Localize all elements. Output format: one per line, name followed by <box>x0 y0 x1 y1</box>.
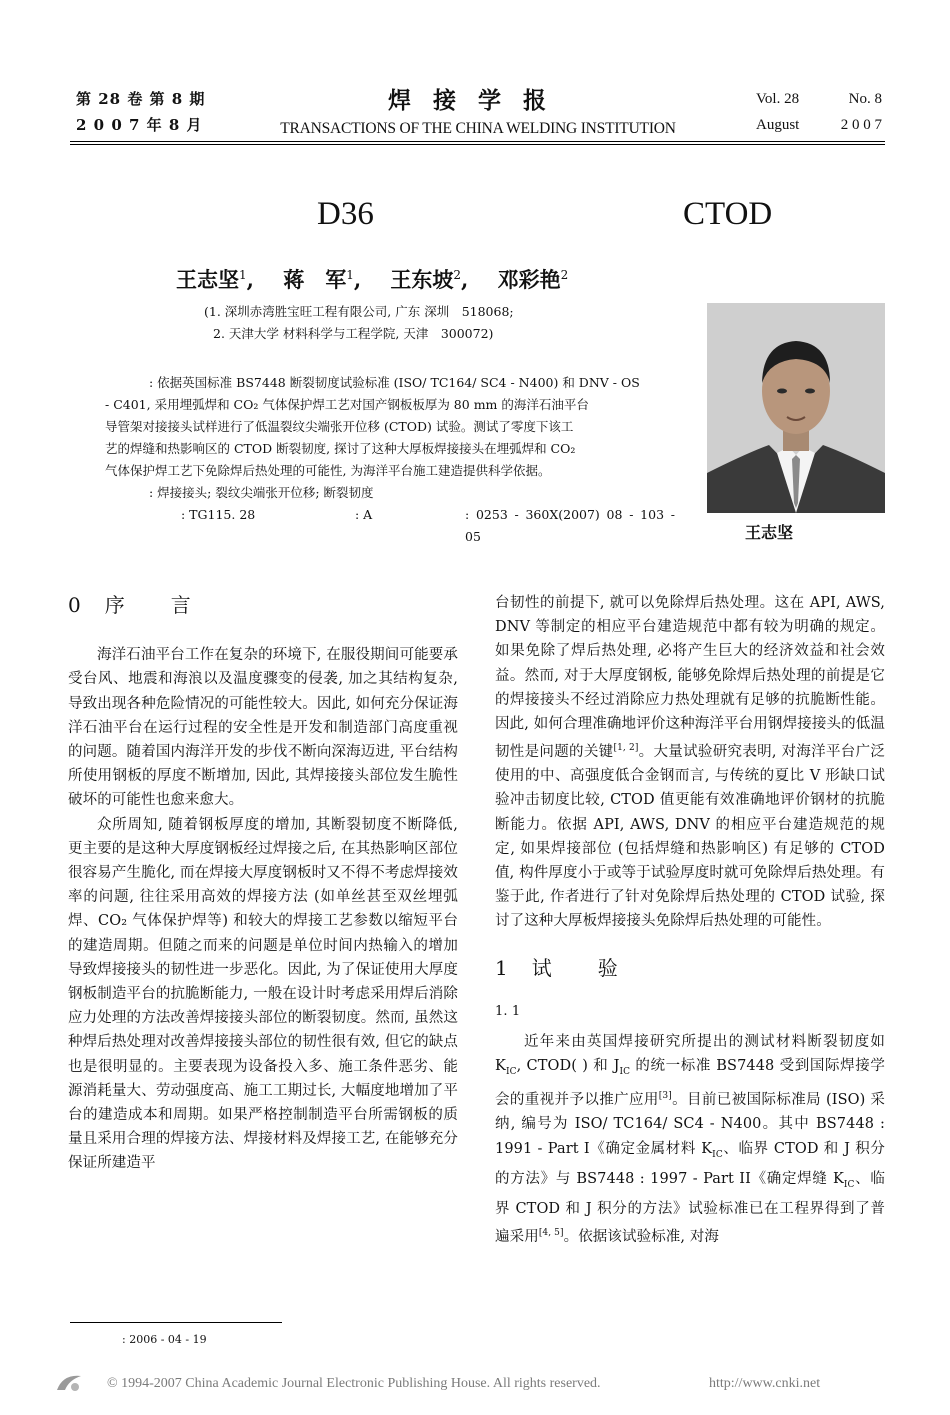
cnki-logo-icon <box>55 1372 83 1394</box>
document-code: : A <box>355 507 373 522</box>
abstract-line: 气体保护焊工艺下免除焊后热处理的可能性, 为海洋平台施工建造提供科学依据。 <box>105 463 551 478</box>
author-name: 王东坡 <box>390 267 454 292</box>
paragraph: 众所周知, 随着钢板厚度的增加, 其断裂韧度不断降低, 更主要的是这种大厚度钢板经过焊接之后, 在其热影响区部位很容易产生脆化, 而在焊接大厚度钢板时又不得不考虑焊接效率的问题, 往往采用高效的焊接方法 (如单丝甚至双丝埋弧焊、CO₂ 气体保护焊等) 和较大的焊接工艺参数以缩短平台的建造周期。但随之而来的问题是单位时间内热输入的增加导致焊接接头的韧性进一步恶化。因此, 为了保证使用大厚度钢板制造平台的抗脆断能力, 一般在设计时考虑采用焊后消除应力处理的方法改善焊接接头部位的断裂韧度。然而, 虽然这种焊后热处理对改善焊接接头部位的韧性很有效, 但它的缺点也是很明显的。主要表现为设备投入多、施工条件恶劣、能源消耗量大、劳动强度高、施工工期过长, 大幅度地增加了平台的建造成本和周期。如果严格控制制造平台所需钢板的质量且采用合理的焊接方法、焊接材料及焊接工艺, 在能够充分保证所建造平 <box>68 816 458 1172</box>
footer-url[interactable]: http://www.cnki.net <box>709 1376 821 1391</box>
title-part-a: D36 <box>317 196 374 232</box>
journal-issue-info <box>76 86 205 138</box>
subscript: IC <box>619 1067 631 1078</box>
received-date-footnote: : 2006 - 04 - 19 <box>122 1333 207 1346</box>
author-portrait-image <box>707 303 885 513</box>
paragraph-text: 。目前已被国际标准局 (ISO) 采纳, 编号为 ISO/ TC164/ SC4 - N400。其中 BS7448 : 1991 - Part I《确定金属材料 K <box>495 1092 885 1157</box>
abstract-line: 导管架对接接头试样进行了低温裂纹尖端张开位移 (CTOD) 试验。测试了零度下该工 <box>105 419 574 434</box>
journal-issue-info-en <box>756 86 882 138</box>
classification-row <box>105 504 675 544</box>
subscript: IC <box>712 1149 723 1160</box>
abstract-line: - C401, 采用埋弧焊和 CO₂ 气体保护焊工艺对国产钢板板厚为 80 mm 的海洋石油平台 <box>105 397 589 412</box>
volume-issue-cn: 第 28 卷 第 8 期 <box>76 90 206 108</box>
paragraph-text: 台韧性的前提下, 就可以免除焊后热处理。这在 API, AWS, DNV 等制定的相应平台建造规范中都有较为明确的规定。如果免除了焊后热处理, 必将产生巨大的经济效益和社会效益。然而, 对于大厚度钢板, 能够免除焊后热处理的前提是它的焊接接头不经过消除应力热处理就有足够的抗脆断性能。因此, 如何合理准确地评价这种海洋平台用钢焊接接头的低温韧性是问题的关键 <box>495 595 885 761</box>
paragraph-text: 。大量试验研究表明, 对海洋平台广泛使用的中、高强度低合金钢而言, 与传统的夏比 V 形缺口试验冲击韧度比较, CTOD 值更能有效准确地评价钢材的抗脆断能力。依据 API, AWS, DNV 的相应平台建造规范的规定, 如果焊接部位 (包括焊缝和热影响区) 有足够的 CTOD 值, 构件厚度小于或等于试验厚度时就可免除焊后热处理。有鉴于此, 作者进行了针对免除焊后热处理的 CTOD 试验, 探讨了这种大厚板焊接接头免除焊后热处理的可能性。 <box>495 744 885 930</box>
author-affil-mark: 2 <box>453 268 462 282</box>
author-affil-mark: 2 <box>560 268 569 282</box>
abstract <box>105 372 675 544</box>
photo-caption: 王志坚 <box>745 523 794 542</box>
right-column <box>495 591 885 1249</box>
date-cn: 2 0 0 7 年 8 月 <box>76 116 203 134</box>
paragraph-text: 、临界 CTOD 和 J 积分的方法》试验标准已在工程界得到了普遍采用 <box>495 1170 885 1245</box>
article-id: : 0253 - 360X(2007) 08 - 103 - 05 <box>465 507 675 544</box>
subsection-heading: 1. 1 <box>495 1003 521 1019</box>
citation: [1, 2] <box>613 743 639 754</box>
section-heading: 1 试 验 <box>495 955 620 980</box>
author-photo <box>707 303 885 513</box>
year-en: 2 0 0 7 <box>840 117 882 133</box>
paragraph-text: , CTOD( ) 和 J <box>516 1058 620 1075</box>
section-heading: 0 序 言 <box>68 593 193 617</box>
volume-en: Vol. 28 <box>756 91 800 107</box>
paragraph-text: 。依据该试验标准, 对海 <box>563 1228 720 1245</box>
paragraph-text: 、临界 CTOD 和 J 积分的方法》与 BS7448 : 1997 - Part II《确定焊缝 K <box>495 1140 885 1187</box>
paragraph <box>495 591 885 934</box>
author-affil-mark: 1 <box>346 268 354 282</box>
author-name: 邓彩艳 <box>497 267 561 292</box>
author-name: 王志坚 <box>176 267 239 292</box>
journal-title-block <box>240 82 716 138</box>
journal-title-en: TRANSACTIONS OF THE CHINA WELDING INSTITUTION <box>280 120 676 137</box>
abstract-line: : 依据英国标准 BS7448 断裂韧度试验标准 (ISO/ TC164/ SC4 - N400) 和 DNV - OS <box>149 375 640 390</box>
subscript: IC <box>505 1067 517 1078</box>
paragraph <box>495 1030 885 1249</box>
paragraph: 海洋石油平台工作在复杂的环境下, 在服役期间可能要承受台风、地震和海浪以及温度骤变的侵袭, 加之其结构复杂, 导致出现各种危险情况的可能性较大。因此, 如何充分保证海洋石油平台在运行过程的安全性是开发和制造部门高度重视的问题。随着国内海洋开发的步伐不断向深海迈进, 平台结构所使用钢板的厚度不断增加, 因此, 其焊接接头部位发生脆性破坏的可能性也愈来愈大。 <box>68 647 458 809</box>
paragraph-text: 近年来由英国焊接研究所提出的测试材料断裂韧度如 K <box>495 1034 885 1075</box>
author-affil-mark: 1 <box>239 268 247 282</box>
citation: [3] <box>658 1091 672 1102</box>
header-rule-top <box>70 141 885 142</box>
header-rule-bottom <box>70 144 885 145</box>
subscript: IC <box>843 1179 855 1190</box>
left-column <box>68 593 458 1176</box>
affiliation-line: 2. 天津大学 材料科学与工程学院, 天津 300072) <box>213 326 494 341</box>
title-part-b: CTOD <box>683 196 773 232</box>
footnote-rule <box>70 1322 282 1323</box>
clc-number: : TG115. 28 <box>181 507 256 522</box>
affiliation-line: (1. 深圳赤湾胜宝旺工程有限公司, 广东 深圳 518068; <box>204 304 514 319</box>
journal-title-cn: 焊接学报 <box>388 87 568 114</box>
abstract-line: 艺的焊缝和热影响区的 CTOD 断裂韧度, 探讨了这种大厚板焊接接头在埋弧焊和 CO₂ <box>105 441 576 456</box>
author-name: 蒋 军 <box>283 267 347 292</box>
paragraph-text: 的统一标准 BS7448 受到国际焊接学会的重视并予以推广应用 <box>495 1058 885 1109</box>
number-en: No. 8 <box>848 91 882 107</box>
author-list: 王志坚$^1$, 蒋 军$^1$, 王东坡$^2$, 邓彩艳$^2$ <box>176 267 569 292</box>
keywords: : 焊接接头; 裂纹尖端张开位移; 断裂韧度 <box>149 485 374 500</box>
citation: [4, 5] <box>538 1228 564 1238</box>
page-footer <box>55 1372 895 1402</box>
month-en: August <box>756 117 800 133</box>
copyright-text: © 1994-2007 China Academic Journal Electronic Publishing House. All rights reserved. <box>107 1376 601 1391</box>
